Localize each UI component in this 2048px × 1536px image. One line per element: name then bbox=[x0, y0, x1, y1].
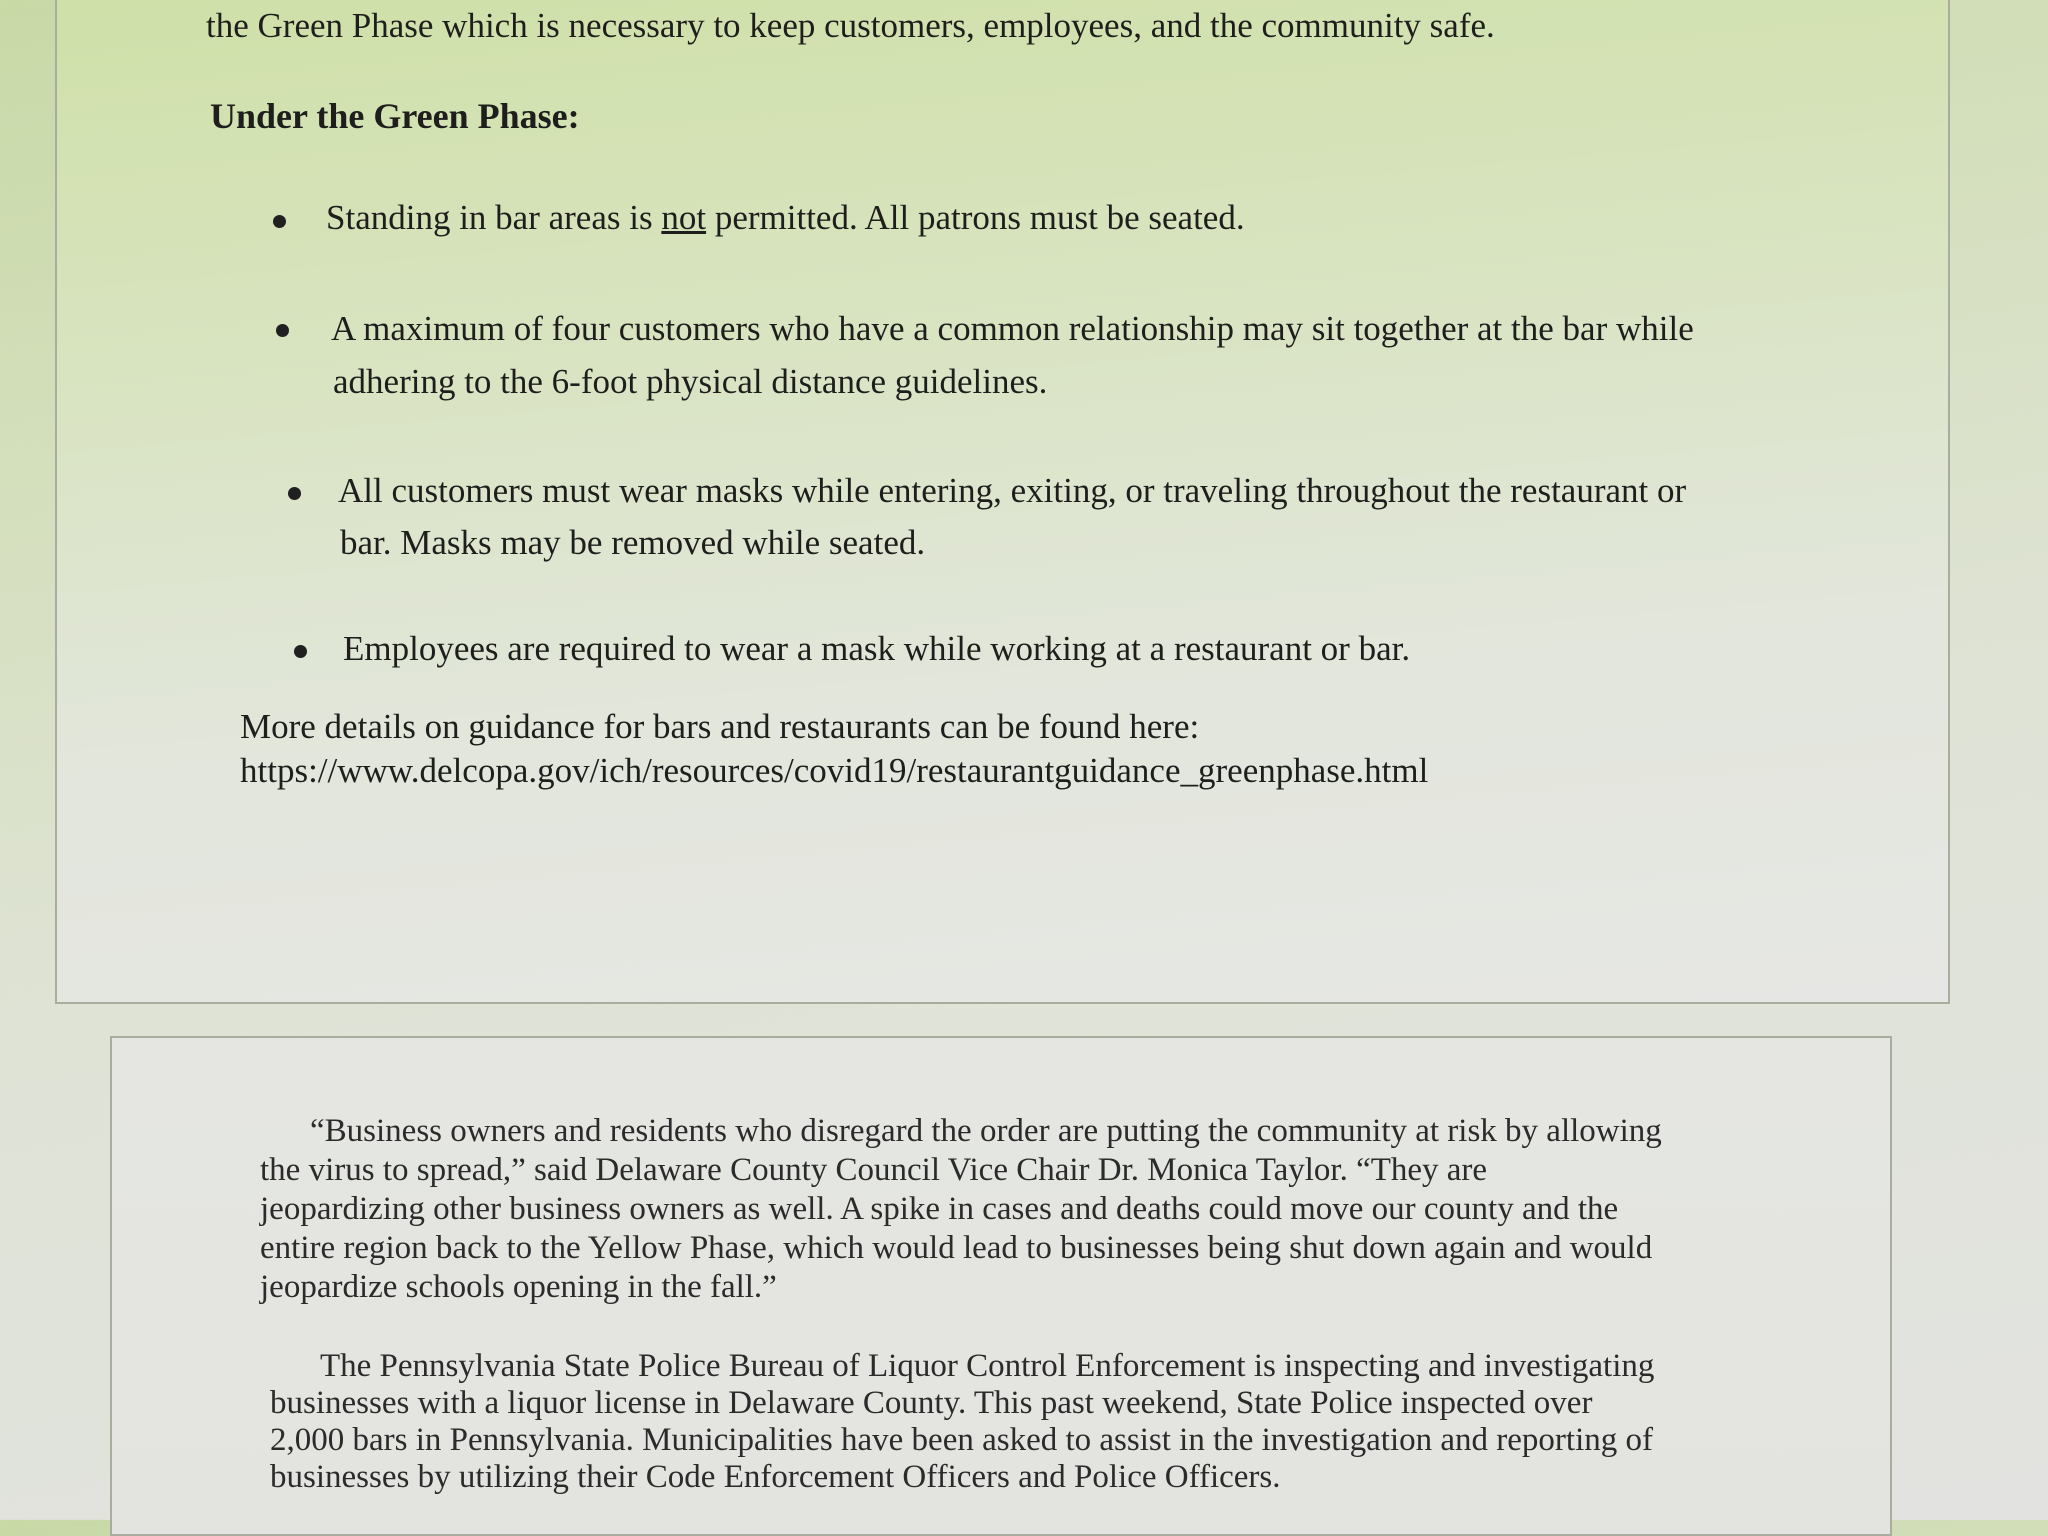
paragraph-line: 2,000 bars in Pennsylvania. Municipalities have been asked to assist in the investigation and reporting of bbox=[270, 1422, 1653, 1458]
quote-line: “Business owners and residents who disregard the order are putting the community at risk by allowing bbox=[310, 1113, 1662, 1149]
intro-line: the Green Phase which is necessary to keep customers, employees, and the community safe. bbox=[206, 6, 1495, 45]
paragraph-line: The Pennsylvania State Police Bureau of Liquor Control Enforcement is inspecting and investigating bbox=[320, 1348, 1655, 1384]
bullet-dot bbox=[294, 645, 307, 658]
bullet-dot bbox=[273, 215, 286, 228]
bullet-item-masks-customers-cont: bar. Masks may be removed while seated. bbox=[340, 523, 926, 562]
quote-line: entire region back to the Yellow Phase, which would lead to businesses being shut down again and would bbox=[260, 1230, 1653, 1266]
bullet-item-masks-customers: All customers must wear masks while entering, exiting, or traveling throughout the restaurant or bbox=[338, 471, 1687, 510]
bullet-text: permitted. All patrons must be seated. bbox=[706, 198, 1245, 237]
quote-line: jeopardizing other business owners as well. A spike in cases and deaths could move our county and the bbox=[260, 1191, 1619, 1227]
liquor-control-paragraph bbox=[270, 1348, 1654, 1496]
more-details-text: More details on guidance for bars and restaurants can be found here: bbox=[240, 707, 1200, 746]
bullet-item-standing bbox=[326, 192, 1245, 244]
taylor-quote bbox=[260, 1112, 1662, 1307]
bullet-emphasis: not bbox=[661, 198, 707, 237]
bullet-text: Standing in bar areas is bbox=[326, 198, 662, 237]
bullet-item-four-customers: A maximum of four customers who have a common relationship may sit together at the bar while bbox=[331, 309, 1694, 348]
bullet-dot bbox=[288, 487, 301, 500]
bullet-item-four-customers-cont: adhering to the 6-foot physical distance guidelines. bbox=[333, 362, 1048, 401]
more-details bbox=[240, 705, 1428, 793]
paragraph-line: businesses with a liquor license in Delaware County. This past weekend, State Police inspected over bbox=[270, 1385, 1593, 1421]
bullet-item-masks-employees: Employees are required to wear a mask while working at a restaurant or bar. bbox=[343, 629, 1411, 668]
quote-line: jeopardize schools opening in the fall.” bbox=[260, 1269, 777, 1305]
paragraph-line: businesses by utilizing their Code Enforcement Officers and Police Officers. bbox=[270, 1459, 1281, 1495]
bullet-dot bbox=[276, 324, 289, 337]
quote-line: the virus to spread,” said Delaware County Council Vice Chair Dr. Monica Taylor. “They are bbox=[260, 1152, 1488, 1188]
guidance-url: https://www.delcopa.gov/ich/resources/covid19/restaurantguidance_greenphase.html bbox=[240, 751, 1429, 790]
green-phase-heading: Under the Green Phase: bbox=[210, 96, 580, 136]
